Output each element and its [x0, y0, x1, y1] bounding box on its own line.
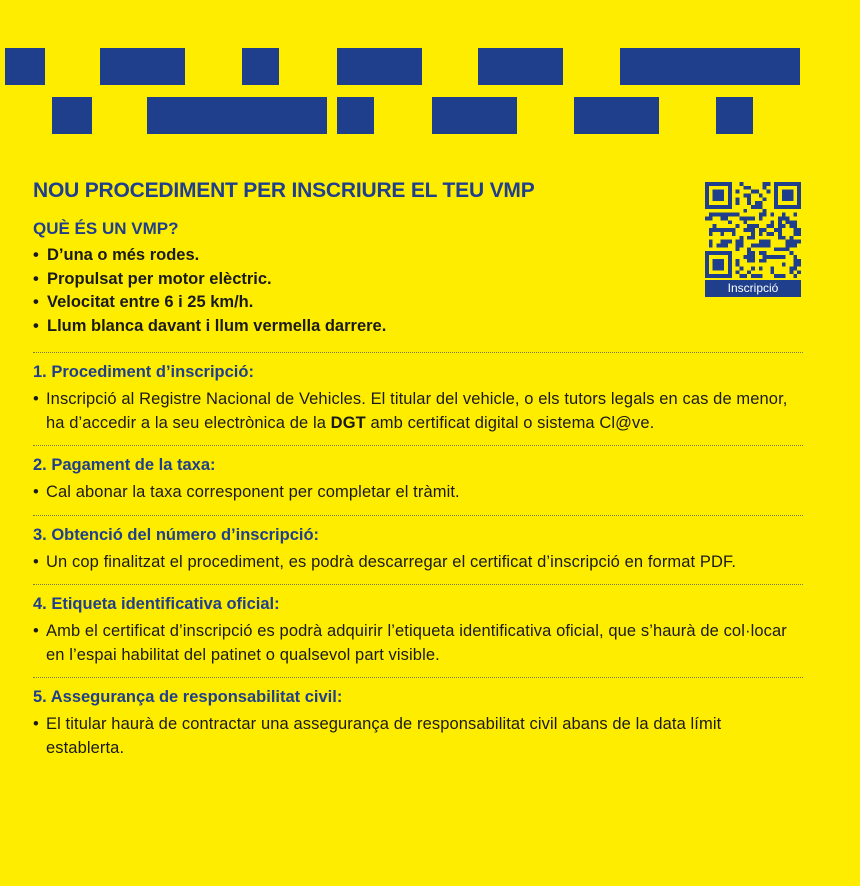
feature-item: • Velocitat entre 6 i 25 km/h. — [33, 291, 803, 315]
section-title: 1. Procediment d’inscripció: — [33, 363, 254, 381]
pattern-block — [432, 97, 517, 134]
pattern-block — [52, 97, 92, 134]
qr-label: Inscripció — [705, 280, 801, 297]
section-title: 3. Obtenció del número d’inscripció: — [33, 525, 320, 544]
pattern-block — [574, 97, 659, 134]
section-fee-payment — [33, 445, 803, 515]
feature-item: • Llum blanca davant i llum vermella darrere. — [33, 315, 803, 339]
section-body: • Un cop finalitzat el procediment, es podrà descarregar el certificat d’inscripció en format PDF. — [33, 551, 803, 575]
pattern-block — [5, 48, 45, 85]
decorative-checker-pattern — [0, 0, 860, 150]
feature-item: • Propulsat per motor elèctric. — [33, 268, 803, 292]
section-body: • Inscripció al Registre Nacional de Vehicles. El titular del vehicle, o els tutors legals en cas de menor, ha d’accedir a la seu electrònica de la DGT amb certificat digital o sistema Cl@ve. — [33, 388, 803, 435]
section-registration-procedure — [33, 352, 803, 445]
section-body: • Amb el certificat d’inscripció es podrà adquirir l’etiqueta identificativa oficial, que s’haurà de col·locar en l’espai habilitat del patinet o qualsevol part visible. — [33, 620, 803, 667]
section-registration-number — [33, 515, 803, 585]
vmp-features-list — [33, 244, 803, 338]
pattern-block — [620, 48, 800, 85]
section-title: 2. Pagament de la taxa: — [33, 456, 216, 474]
vmp-question-heading: QUÈ ÉS UN VMP? — [33, 219, 179, 238]
pattern-block — [337, 48, 422, 85]
pattern-block — [147, 97, 327, 134]
pattern-block — [100, 48, 185, 85]
feature-item: • D’una o més rodes. — [33, 244, 803, 268]
pattern-block — [478, 48, 563, 85]
section-title: 4. Etiqueta identificativa oficial: — [33, 595, 280, 613]
pattern-block — [242, 48, 279, 85]
section-title: 5. Assegurança de responsabilitat civil: — [33, 688, 343, 706]
page-title: NOU PROCEDIMENT PER INSCRIURE EL TEU VMP — [33, 179, 535, 202]
pattern-block — [337, 97, 374, 134]
dgt-highlight: DGT — [330, 413, 366, 432]
section-body: • Cal abonar la taxa corresponent per completar el tràmit. — [33, 481, 803, 505]
main-content — [33, 176, 803, 770]
section-liability-insurance — [33, 677, 803, 770]
pattern-block — [716, 97, 753, 134]
section-official-label — [33, 584, 803, 677]
section-body: • El titular haurà de contractar una assegurança de responsabilitat civil abans de la data límit establerta. — [33, 713, 803, 760]
